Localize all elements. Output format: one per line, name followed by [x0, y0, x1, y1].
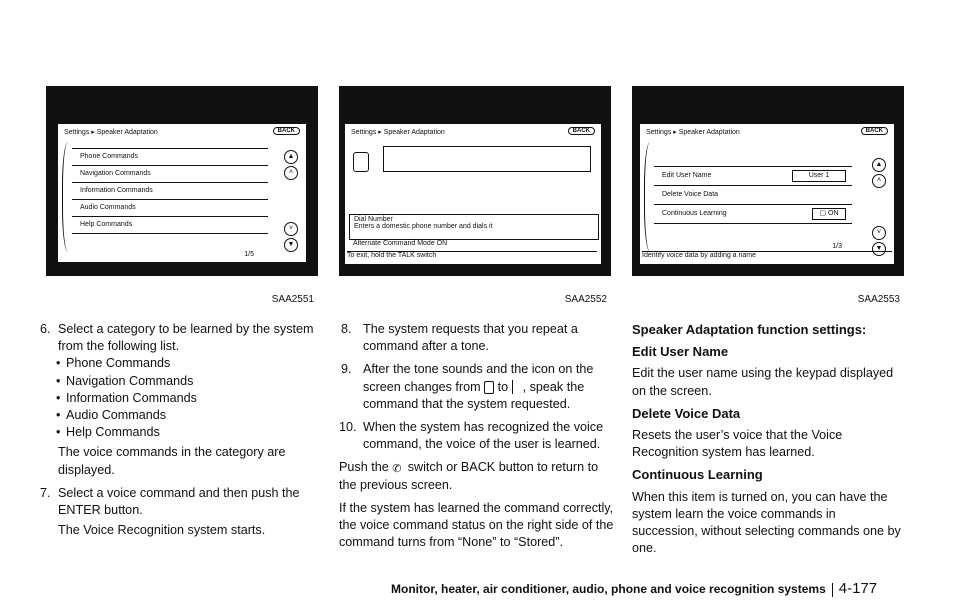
talk-switch-icon: ✆: [392, 463, 402, 476]
list-item-edit-user-name[interactable]: [654, 166, 852, 186]
step-text-a: After the tone sounds and the icon on the screen changes from: [363, 362, 594, 394]
toggle-label: ON: [828, 210, 839, 217]
step-number: 9.: [341, 362, 352, 377]
page-footer: [391, 580, 931, 597]
hint-body: Enters a domestic phone number and dials it: [354, 223, 493, 230]
step-text: Select a category to be learned by the system from the following list.: [58, 322, 314, 354]
voice-up-icon[interactable]: ▲: [284, 150, 298, 164]
figure-listening: [339, 86, 611, 314]
scroll-down-icon[interactable]: ˅: [284, 222, 298, 236]
step-10: [339, 419, 619, 453]
bullet-item: • Help Commands: [34, 424, 324, 441]
list-item[interactable]: Phone Commands: [72, 148, 268, 166]
speaking-icon: [512, 380, 523, 394]
user-name-value: User 1: [792, 170, 846, 182]
step-text-c: , speak the command that the system requested.: [363, 379, 585, 411]
step-text: Select a voice command and then push the ENTER button.: [58, 485, 300, 518]
screen-title: Settings ▸ Speaker Adaptation: [64, 129, 158, 136]
section-heading: Speaker Adaptation function settings:: [632, 322, 867, 337]
step-note: The voice commands in the category are displayed.: [58, 445, 286, 477]
row-label: Delete Voice Data: [662, 191, 719, 198]
row-label: Continuous Learning: [662, 210, 727, 217]
bullet-item: • Audio Commands: [34, 407, 324, 424]
mic-icon: [484, 381, 494, 394]
scroll-down-icon[interactable]: ˅: [872, 226, 886, 240]
step-number: 8.: [341, 322, 352, 336]
category-list: [72, 148, 268, 234]
step-text-b: to: [497, 379, 509, 394]
back-button[interactable]: BACK: [861, 127, 888, 135]
list-item[interactable]: Audio Commands: [72, 200, 268, 217]
row-label: Edit User Name: [662, 172, 712, 179]
push-paragraph: [339, 459, 619, 493]
list-item[interactable]: Information Commands: [72, 183, 268, 200]
step-6: [34, 321, 324, 355]
toggle-on[interactable]: [812, 208, 846, 220]
figure-caption: SAA2551: [271, 294, 314, 305]
push-text-b: switch or BACK button to return to the previous screen.: [339, 460, 599, 492]
step-7: [34, 485, 324, 519]
back-button[interactable]: BACK: [568, 127, 595, 135]
screen-title: Settings ▸ Speaker Adaptation: [351, 129, 445, 136]
column-3: [632, 321, 904, 557]
page-number: 4-177: [838, 580, 878, 597]
section-title: Monitor, heater, air conditioner, audio, phone and voice recognition systems: [391, 582, 826, 596]
bullet-item: • Navigation Commands: [34, 373, 324, 390]
step-text: When the system has recognized the voice command, the voice of the user is learned.: [363, 420, 604, 452]
page-indicator: 1/5: [244, 251, 254, 258]
bullet-item: • Information Commands: [34, 390, 324, 407]
alt-mode: Alternate Command Mode ON: [353, 240, 448, 247]
screen: [58, 124, 306, 262]
list-item-delete-voice-data[interactable]: [654, 186, 852, 205]
push-text-a: Push the: [339, 460, 389, 475]
step-number: 10.: [339, 420, 357, 435]
footer-divider: [832, 583, 833, 597]
scroll-up-icon[interactable]: ˄: [284, 166, 298, 180]
checkbox-icon: ▢: [819, 210, 827, 217]
para-delete-voice-data: Resets the user’s voice that the Voice Recognition system has learned.: [632, 428, 843, 460]
step-number: 6.: [40, 322, 51, 336]
screen-footer: To exit, hold the TALK switch: [347, 251, 597, 259]
heading-delete-voice-data: Delete Voice Data: [632, 405, 741, 421]
step-8: [339, 321, 619, 355]
voice-input-box: [383, 146, 591, 172]
screen-footer: Identify voice data by adding a name: [642, 251, 892, 259]
step-text: The system requests that you repeat a command after a tone.: [363, 322, 578, 354]
para-continuous-learning: When this item is turned on, you can have the system learn the voice commands in succession, without selecting commands one by one.: [632, 489, 901, 556]
screen: [345, 124, 601, 264]
column-1: [34, 321, 324, 539]
column-2: [339, 321, 619, 551]
bullet-item: • Phone Commands: [34, 355, 324, 372]
screen-title: Settings ▸ Speaker Adaptation: [646, 129, 740, 136]
screen: [640, 124, 894, 264]
step-9: [339, 361, 619, 413]
settings-list: [654, 166, 852, 224]
heading-edit-user-name: Edit User Name: [632, 344, 729, 360]
voice-down-icon[interactable]: ▼: [284, 238, 298, 252]
step-note: The Voice Recognition system starts.: [58, 523, 266, 538]
page-indicator: 1/3: [832, 243, 842, 250]
figure-settings: [632, 86, 904, 314]
heading-continuous-learning: Continuous Learning: [632, 467, 763, 483]
mic-icon: [353, 152, 369, 172]
back-button[interactable]: BACK: [273, 127, 300, 135]
figure-caption: SAA2553: [857, 294, 900, 305]
step-number: 7.: [40, 485, 51, 500]
figure-category-list: [46, 86, 318, 314]
para-edit-user-name: Edit the user name using the keypad displayed on the screen.: [632, 366, 894, 398]
voice-up-icon[interactable]: ▲: [872, 158, 886, 172]
scroll-up-icon[interactable]: ˄: [872, 174, 886, 188]
hint-title: Dial Number: [354, 216, 393, 223]
voice-down-icon[interactable]: ▼: [872, 242, 886, 256]
learned-paragraph: If the system has learned the command correctly, the voice command status on the right side of the command turns from “None” to “Stored”.: [339, 500, 614, 550]
figure-caption: SAA2552: [564, 294, 607, 305]
list-item[interactable]: Navigation Commands: [72, 166, 268, 183]
list-item[interactable]: Help Commands: [72, 217, 268, 234]
list-item-continuous-learning[interactable]: [654, 205, 852, 224]
hint-box: [349, 214, 599, 240]
